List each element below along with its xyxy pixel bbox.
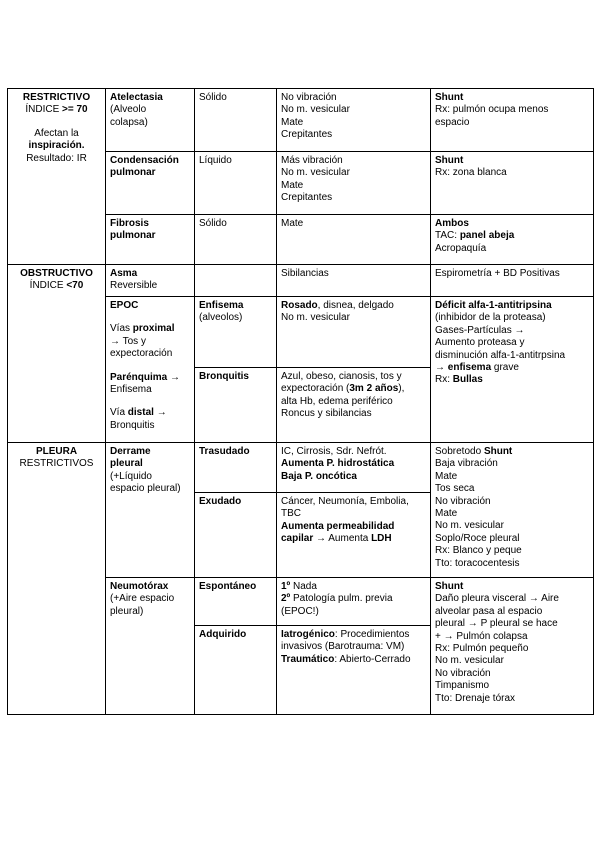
cell-trasudado-signs: IC, Cirrosis, Sdr. Nefrót. Aumenta P. hidrostática Baja P. oncótica <box>277 443 431 493</box>
cell-exudado-signs: Cáncer, Neumonía, Embolia, TBC Aumenta permeabilidad capilar → Aumenta LDH <box>277 493 431 578</box>
cell-atelectasia-signs: No vibración No m. vesicular Mate Crepitantes <box>277 89 431 152</box>
cell-condensacion-name: Condensación pulmonar <box>106 152 195 215</box>
cell-condensacion-type: Líquido <box>195 152 277 215</box>
cell-derrame: Derrame pleural (+Líquido espacio pleural) <box>106 443 195 578</box>
row-atelectasia <box>8 89 594 152</box>
cell-adquirido-signs: Iatrogénico: Procedimientos invasivos (Barotrauma: VM) Traumático: Abierto-Cerrado <box>277 626 431 715</box>
category-title: RESTRICTIVO <box>22 92 91 103</box>
cell-asma-name: Asma Reversible <box>106 265 195 297</box>
cell-epoc: EPOC Vías proximal → Tos y expectoración Parénquima → Enfisema Vía distal → Bronquitis <box>106 297 195 443</box>
cell-fibrosis-name: Fibrosis pulmonar <box>106 215 195 265</box>
cell-trasudado-name: Trasudado <box>195 443 277 493</box>
cell-pleura: PLEURA RESTRICTIVOS <box>8 443 106 715</box>
cell-fibrosis-rx: Ambos TAC: panel abeja Acropaquía <box>431 215 594 265</box>
cell-obstructivo: OBSTRUCTIVO ÍNDICE <70 <box>8 265 106 443</box>
cell-atelectasia-type: Sólido <box>195 89 277 152</box>
cell-bronquitis-signs: Azul, obeso, cianosis, tos y expectoración (3m 2 años), alta Hb, edema periférico Roncus y sibilancias <box>277 368 431 443</box>
cell-restrictivo: RESTRICTIVO ÍNDICE >= 70 Afectan la inspiración. Resultado: IR <box>8 89 106 265</box>
cell-atelectasia-name: Atelectasia (Alveolo colapsa) <box>106 89 195 152</box>
cell-asma-rx: Espirometría + BD Positivas <box>431 265 594 297</box>
respiratory-table <box>7 88 594 715</box>
cell-asma-signs: Sibilancias <box>277 265 431 297</box>
cell-espontaneo-signs: 1º Nada 2º Patología pulm. previa (EPOC!) <box>277 578 431 626</box>
cell-condensacion-rx: Shunt Rx: zona blanca <box>431 152 594 215</box>
row-asma <box>8 265 594 297</box>
row-trasudado <box>8 443 594 493</box>
cell-asma-type <box>195 265 277 297</box>
cell-derrame-rx: Sobretodo Shunt Baja vibración Mate Tos seca No vibración Mate No m. vesicular Soplo/Roce pleural Rx: Blanco y peque Tto: toracocentesis <box>431 443 594 578</box>
cell-neumotorax: Neumotórax (+Aire espacio pleural) <box>106 578 195 715</box>
cell-enfisema-name: Enfisema (alveolos) <box>195 297 277 368</box>
cell-bronquitis-name: Bronquitis <box>195 368 277 443</box>
cell-fibrosis-signs: Mate <box>277 215 431 265</box>
cell-atelectasia-rx: Shunt Rx: pulmón ocupa menos espacio <box>431 89 594 152</box>
cell-fibrosis-type: Sólido <box>195 215 277 265</box>
cell-espontaneo-name: Espontáneo <box>195 578 277 626</box>
cell-condensacion-signs: Más vibración No m. vesicular Mate Crepitantes <box>277 152 431 215</box>
cell-exudado-name: Exudado <box>195 493 277 578</box>
cell-adquirido-name: Adquirido <box>195 626 277 715</box>
category-indice: ÍNDICE >= 70 <box>25 104 88 116</box>
cell-enfisema-signs: Rosado, disnea, delgado No m. vesicular <box>277 297 431 368</box>
cell-enfisema-rx: Déficit alfa-1-antitripsina (inhibidor de la proteasa) Gases-Partículas → Aumento proteasa y disminución alfa-1-antitrpsina → enfisema grave Rx: Bullas <box>431 297 594 443</box>
cell-neumotorax-rx: Shunt Daño pleura visceral → Aire alveolar pasa al espacio pleural → P pleural se hace + → Pulmón colapsa Rx: Pulmón pequeño No m. vesicular No vibración Timpanismo Tto: Drenaje tórax <box>431 578 594 715</box>
